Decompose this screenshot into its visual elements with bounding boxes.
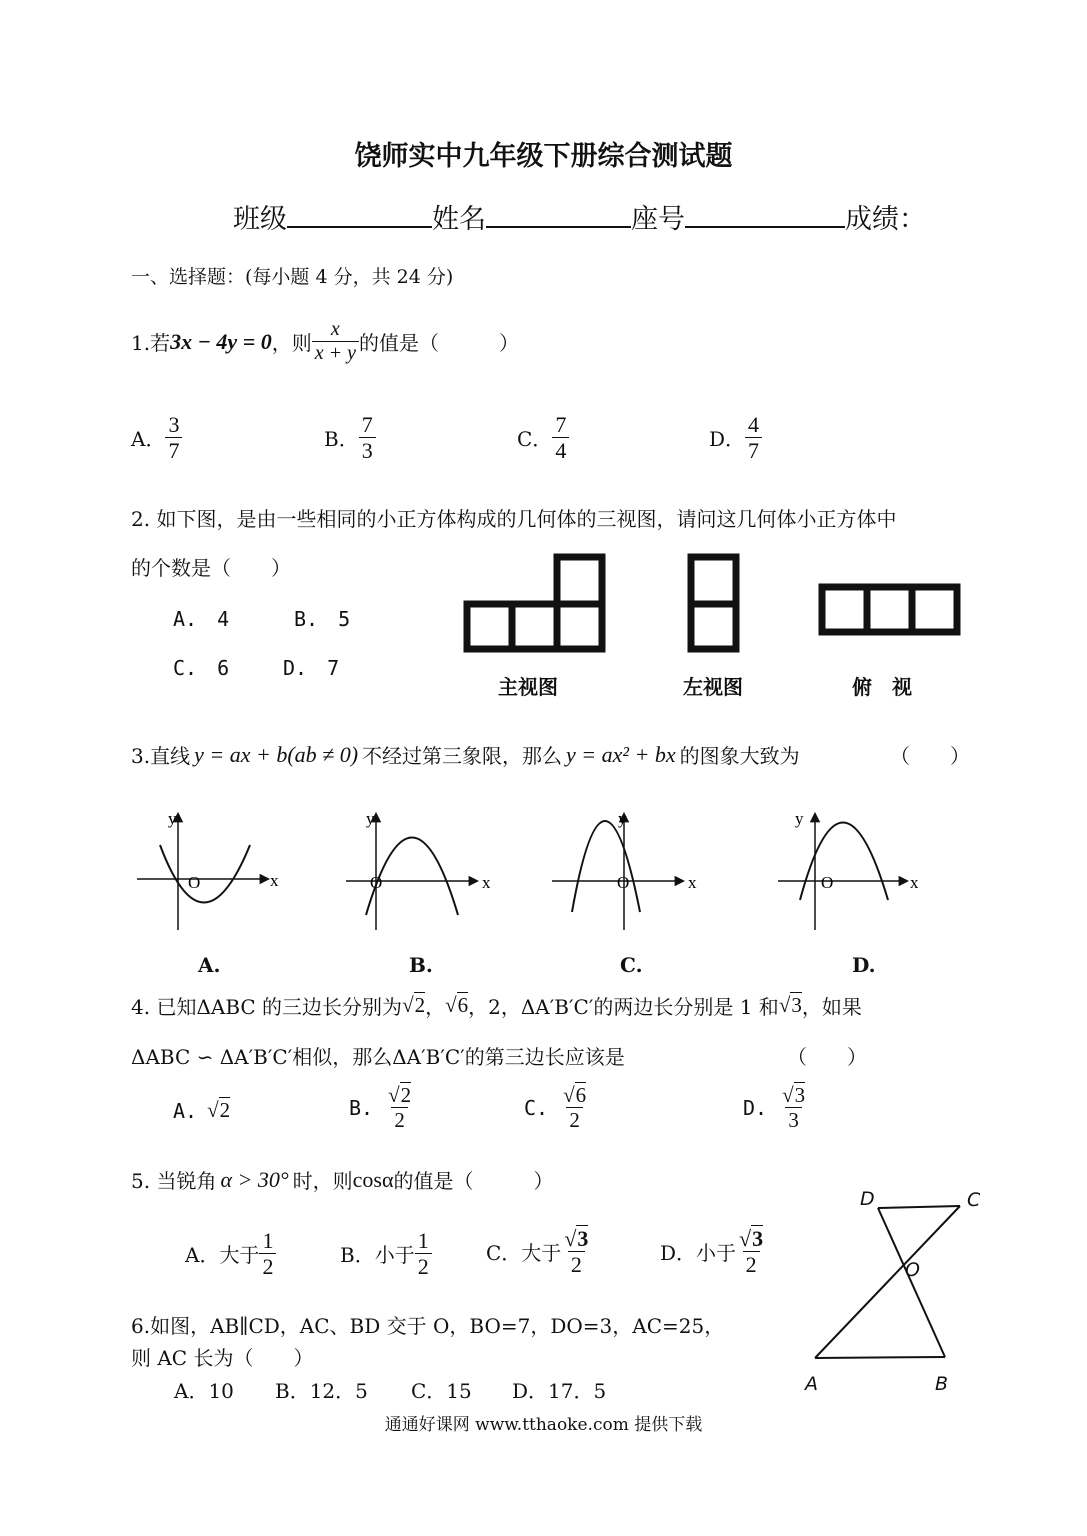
section-heading: 一、选择题：(每小题 4 分，共 24 分) — [131, 266, 454, 288]
page-title: 饶师实中九年级下册综合测试题 — [354, 141, 733, 172]
graph-a-y-label: y — [168, 809, 177, 828]
q3-suffix: 的图象大致为 — [679, 744, 800, 768]
q4-a-sqrt: √2 — [207, 1098, 231, 1122]
name-label: 姓名 — [432, 204, 486, 235]
q4-option-b[interactable] — [349, 1083, 414, 1132]
q5-d-frac — [736, 1226, 766, 1278]
q5-d-den: 2 — [743, 1251, 760, 1277]
q2-line1: 2. 如下图，是由一些相同的小正方体构成的几何体的三视图，请问这几何体小正方体中 — [131, 507, 897, 531]
q4-d-den: 3 — [785, 1107, 802, 1132]
q5-option-b[interactable] — [340, 1228, 432, 1280]
q5-a-label: A．大于 — [185, 1243, 260, 1268]
q2-option-c[interactable]: C. 6 — [173, 656, 230, 680]
q1-frac-num: x — [330, 318, 340, 340]
q4-paren: （ ） — [787, 1045, 867, 1069]
q4-c-den: 2 — [566, 1107, 583, 1132]
q3-line-eq: y = ax + b(ab ≠ 0) — [194, 741, 359, 767]
q4-b-num: √2 — [388, 1083, 412, 1107]
graph-c — [552, 809, 697, 930]
point-c-label: C — [967, 1189, 981, 1211]
q4-b-rad: 2 — [400, 1083, 412, 1107]
point-a-label: A — [805, 1373, 818, 1395]
q5-d-label: D．小于 — [660, 1241, 737, 1266]
q1-equation: 3x − 4y = 0 — [170, 328, 272, 354]
q5-text-a: 5. 当锐角 — [131, 1169, 217, 1193]
q4-d-letter: D. — [743, 1095, 768, 1120]
q4-c-num: √6 — [563, 1083, 587, 1107]
q4-option-c[interactable] — [524, 1083, 589, 1132]
graph-c-label[interactable]: C. — [620, 953, 643, 977]
graph-b-y-label: y — [366, 809, 375, 828]
q6-option-a[interactable]: A．10 — [174, 1379, 234, 1403]
footer-text: 通通好课网 www.tthaoke.com 提供下载 — [384, 1415, 703, 1435]
q5-d-rad: 3 — [752, 1226, 764, 1251]
q1-option-d-letter: D． — [709, 427, 746, 452]
q1-d-den: 7 — [745, 437, 762, 463]
q5-b-num: 1 — [417, 1228, 429, 1253]
q5-a-num: 1 — [262, 1228, 274, 1253]
q1-c-num: 7 — [555, 412, 567, 437]
q6-geometry-figure — [790, 1180, 1010, 1400]
q1-d-num: 4 — [748, 412, 760, 437]
q4-a-letter: A. — [173, 1098, 198, 1123]
q4-c-frac — [560, 1083, 589, 1132]
q5-condition: α > 30° — [220, 1166, 289, 1192]
q4-line2: ΔABC ∽ ΔA′B′C′相似，那么ΔA′B′C′的第三边长应该是 — [131, 1045, 625, 1069]
q4-sqrt3: √3 — [778, 993, 802, 1017]
q1-frac-den: x + y — [312, 341, 359, 365]
q5-c-label: C．大于 — [486, 1241, 562, 1266]
q1-option-a-letter: A． — [131, 427, 166, 452]
graph-a-origin: O — [188, 873, 201, 892]
q2-option-b[interactable]: B. 5 — [294, 607, 351, 631]
q6-lines — [815, 1206, 960, 1358]
graph-c-origin: O — [617, 873, 630, 892]
q1-option-b-letter: B． — [324, 427, 359, 452]
q6-line1: 6.如图，AB∥CD，AC、BD 交于 O，BO=7，DO=3，AC=25， — [131, 1314, 725, 1338]
q4-sqrt3-rad: 3 — [791, 993, 802, 1017]
graph-c-x-label: x — [688, 873, 697, 892]
q1-suffix: 的值是（ ） — [358, 331, 519, 355]
q1-mid: ，则 — [271, 331, 312, 355]
question-3 — [131, 740, 800, 769]
graph-b-label[interactable]: B. — [409, 953, 433, 977]
q6-option-b[interactable]: B．12．5 — [275, 1379, 368, 1403]
q5-b-den: 2 — [415, 1253, 432, 1279]
q2-option-d[interactable]: D. 7 — [283, 656, 340, 680]
q4-sqrt2-rad: 2 — [414, 993, 426, 1017]
graph-d-label[interactable]: D. — [852, 953, 876, 977]
q4-sqrt6-rad: 6 — [457, 993, 469, 1017]
graph-a — [137, 809, 279, 940]
q5-text-b: 时，则 — [292, 1169, 353, 1193]
q4-option-a[interactable] — [173, 1098, 230, 1123]
q1-b-den: 3 — [359, 437, 376, 463]
q4-d-rad: 3 — [794, 1083, 806, 1107]
q4-sqrt2: √2 — [402, 993, 426, 1017]
q4-sqrt6: √6 — [445, 993, 469, 1017]
q4-text-c: ，如果 — [801, 995, 862, 1019]
q1-b-num: 7 — [361, 412, 373, 437]
q4-b-letter: B. — [349, 1095, 374, 1120]
seat-label: 座号 — [631, 204, 685, 235]
q5-b-label: B．小于 — [340, 1243, 415, 1268]
q3-mid: 不经过第三象限，那么 — [362, 744, 563, 768]
q5-c-den: 2 — [568, 1251, 585, 1277]
q3-graphs — [0, 800, 1087, 940]
graph-c-y-label: y — [618, 809, 627, 828]
q1-a-den: 7 — [165, 437, 182, 463]
top-view-label: 俯 视 — [852, 675, 912, 699]
q1-prefix: 1.若 — [131, 331, 171, 355]
q6-option-d[interactable]: D．17．5 — [512, 1379, 607, 1403]
q5-c-rad: 3 — [577, 1226, 589, 1251]
graph-b-origin: O — [370, 873, 383, 892]
q4-a-rad: 2 — [219, 1098, 231, 1122]
score-label: 成绩： — [845, 204, 926, 235]
q6-line2: 则 AC 长为（ ） — [131, 1346, 314, 1370]
left-view-shape — [691, 557, 736, 649]
q5-option-d[interactable] — [660, 1226, 766, 1278]
q5-d-num: √3 — [739, 1226, 764, 1251]
class-label: 班级 — [233, 204, 287, 235]
left-view-label: 左视图 — [683, 675, 743, 699]
graph-b — [346, 809, 491, 930]
q3-paren: （ ） — [890, 744, 970, 768]
q2-option-a[interactable]: A. 4 — [173, 607, 230, 631]
q4-d-frac — [779, 1083, 808, 1132]
three-views-figure — [0, 0, 1087, 720]
question-5 — [131, 1165, 554, 1194]
q1-a-num: 3 — [168, 412, 180, 437]
q5-text-c: 的值是（ ） — [393, 1169, 554, 1193]
graph-a-label[interactable]: A. — [198, 953, 221, 977]
q4-b-frac — [385, 1083, 414, 1132]
q4-b-den: 2 — [391, 1107, 408, 1132]
point-d-label: D — [860, 1188, 875, 1210]
q4-option-d[interactable] — [743, 1083, 808, 1132]
q4-text-a: 4. 已知ΔABC 的三边长分别为 — [131, 995, 403, 1019]
q5-b-frac — [415, 1228, 432, 1280]
graph-d-origin: O — [821, 873, 834, 892]
q3-prefix: 3.直线 — [131, 744, 191, 768]
q5-c-num: √3 — [564, 1226, 589, 1251]
q4-d-num: √3 — [782, 1083, 806, 1107]
graph-d — [778, 809, 919, 930]
q5-c-frac — [561, 1226, 591, 1278]
point-o-label: O — [905, 1259, 920, 1281]
front-view-label: 主视图 — [498, 675, 558, 699]
point-b-label: B — [935, 1373, 949, 1395]
q6-point-labels — [803, 1188, 981, 1395]
q5-a-frac — [259, 1228, 276, 1280]
q5-option-c[interactable] — [486, 1226, 591, 1278]
q4-line1: 4. 已知ΔABC 的三边长分别为 √2 ， √6 ，2，ΔA′B′C′的两边长分别是 1 和 √3 ，如果 — [131, 993, 862, 1019]
graph-b-x-label: x — [482, 873, 491, 892]
q1-option-c-letter: C． — [517, 427, 553, 452]
q1-c-den: 4 — [552, 437, 569, 463]
q4-text-b: ，2，ΔA′B′C′的两边长分别是 1 和 — [468, 995, 779, 1019]
q5-option-a[interactable] — [185, 1228, 276, 1280]
q3-parabola-eq: y = ax² + bx — [566, 741, 676, 767]
q6-option-c[interactable]: C．15 — [411, 1379, 472, 1403]
graph-a-x-label: x — [270, 871, 279, 890]
q4-c-letter: C. — [524, 1095, 549, 1120]
q4-c-rad: 6 — [575, 1083, 587, 1107]
q2-line2: 的个数是（ ） — [131, 556, 291, 580]
graph-d-x-label: x — [910, 873, 919, 892]
top-view-shape — [822, 587, 957, 632]
front-view-shape — [467, 557, 602, 649]
q5-a-den: 2 — [259, 1253, 276, 1279]
q5-cos: cosα — [352, 1166, 394, 1192]
graph-d-y-label: y — [795, 809, 804, 828]
